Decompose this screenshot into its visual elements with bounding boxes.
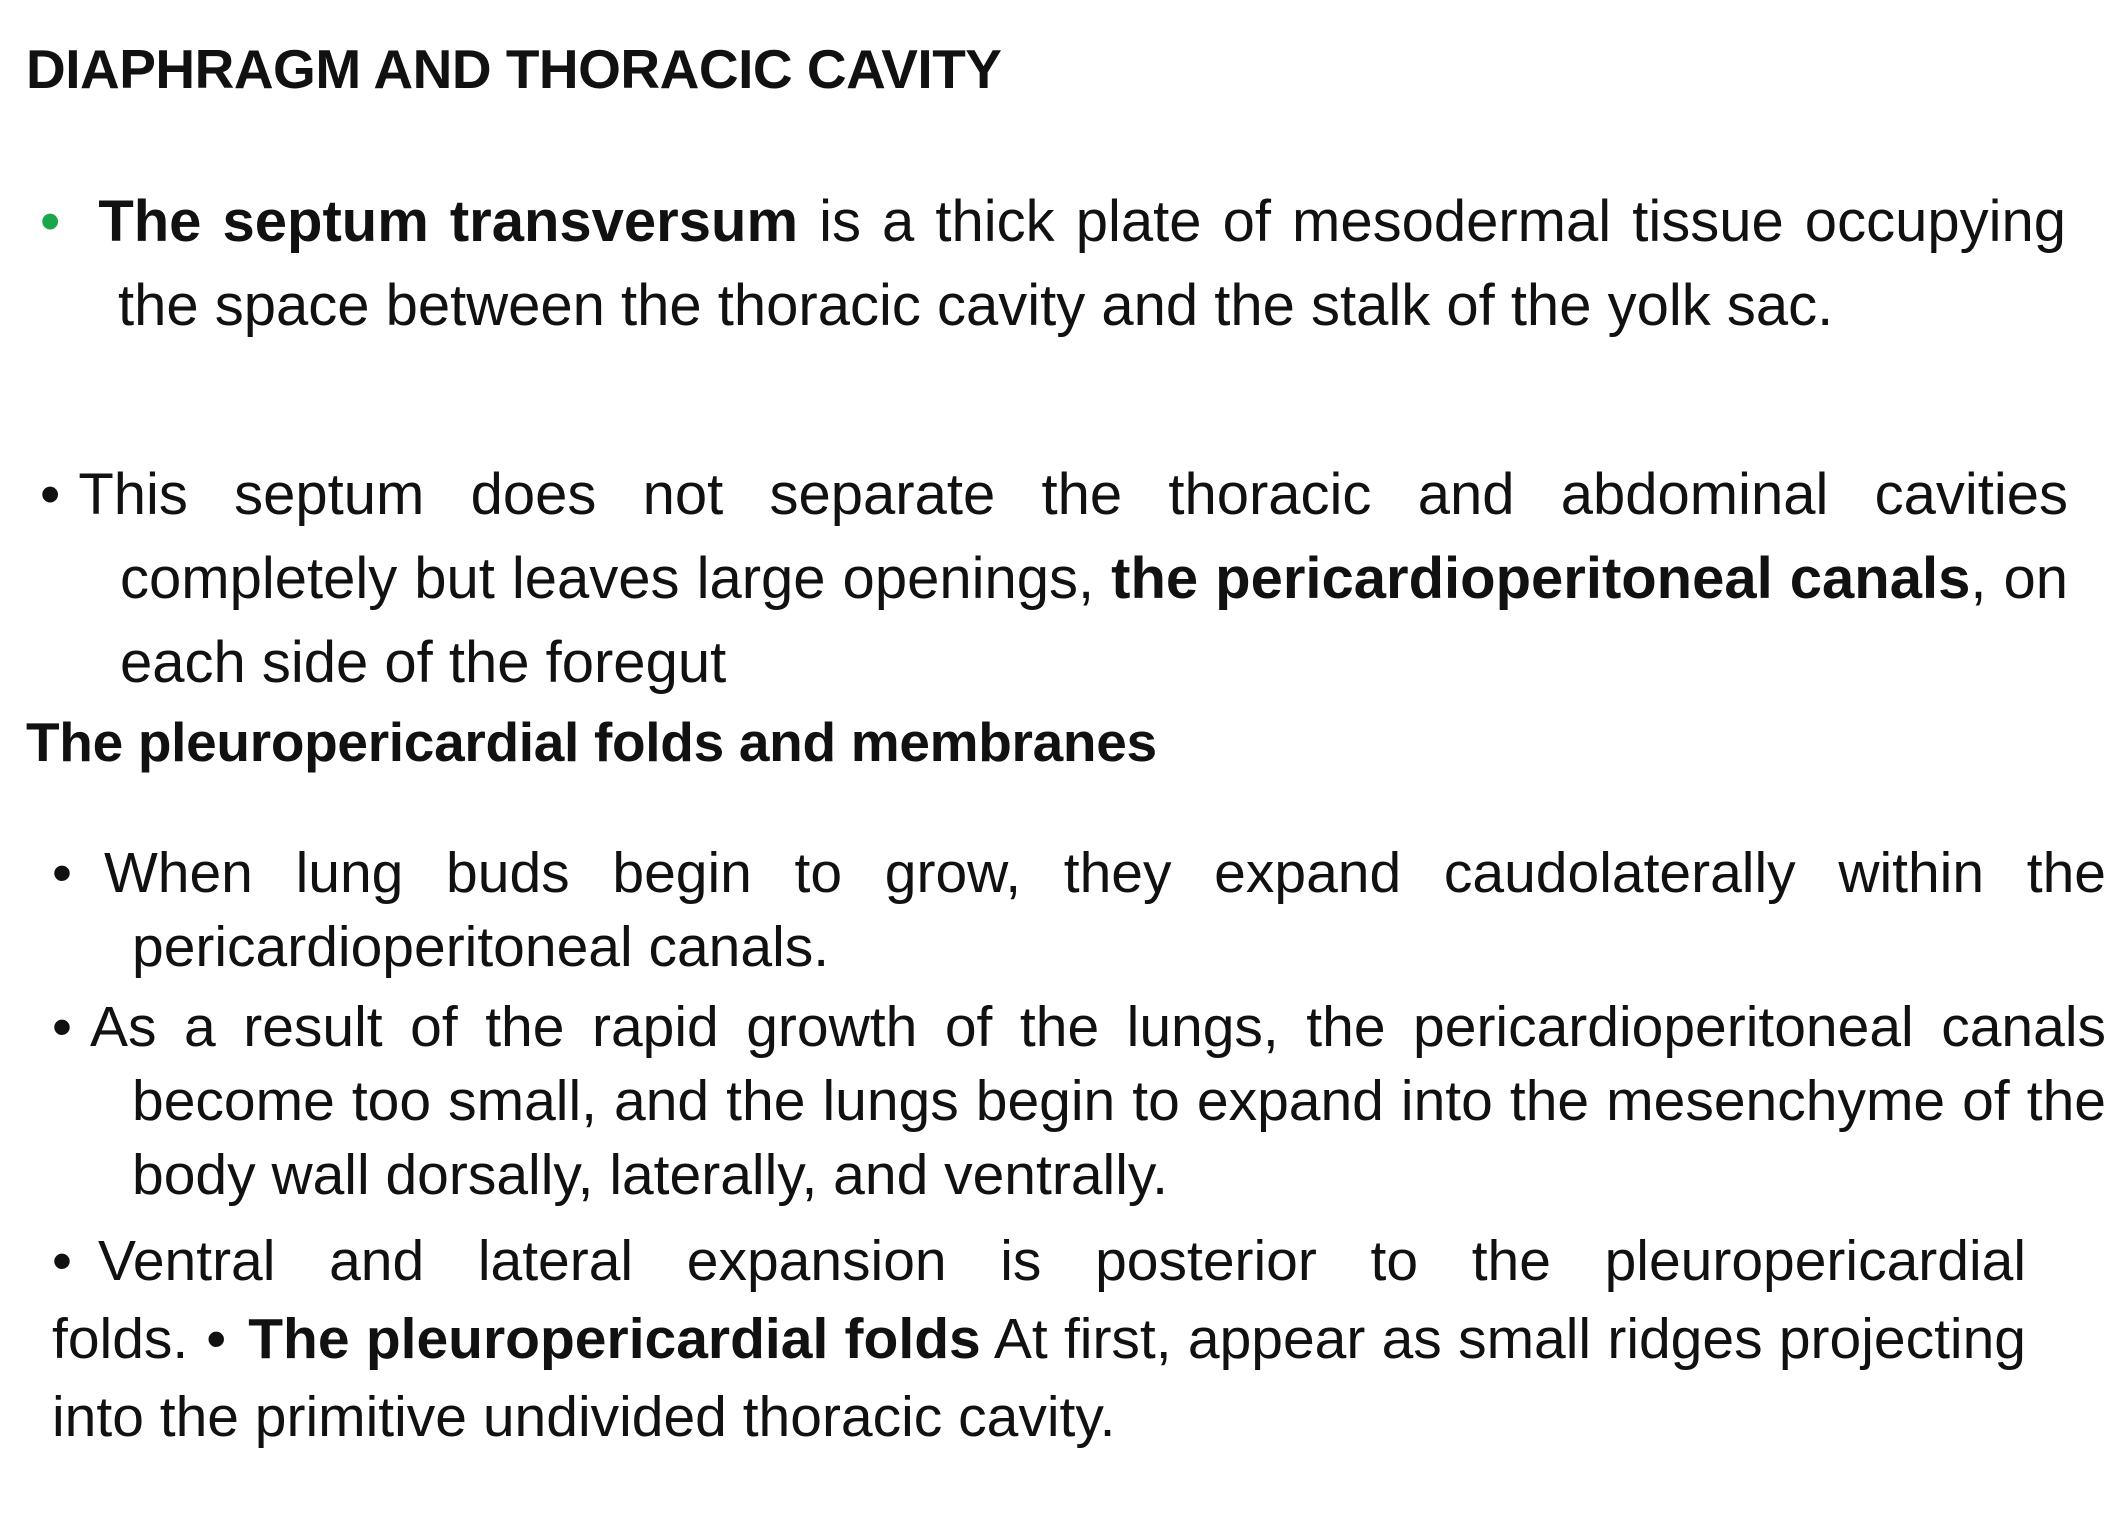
slide-title: DIAPHRAGM AND THORACIC CAVITY [26,38,1002,100]
bullet-text: This septum does not separate the thoracic and abdominal cavities completely but leaves large openings, [78,462,2068,611]
bullet-text: Ventral and lateral expansion is posterior to the pleuropericardial folds. [52,1229,2026,1371]
bullet-lung-buds [52,836,2106,984]
bullet-icon: • [52,1229,72,1293]
bullet-icon: • [52,841,72,905]
bullet-ventral-expansion [52,1222,2026,1456]
bullet-icon: • [40,189,61,254]
term-septum-transversum: The septum transversum [98,189,799,254]
bullet-icon: • [206,1307,227,1371]
term-pericardioperitoneal-canals: the pericardioperitoneal canals [1111,546,1971,611]
bullet-rapid-growth [52,990,2106,1212]
bullet-icon: • [52,995,72,1059]
term-pleuropericardial-folds: The pleuropericardial folds [248,1307,981,1371]
bullet-text: When lung buds begin to grow, they expand caudolaterally within the pericardioperitoneal canals. [103,841,2106,979]
bullet-septum-openings [40,453,2068,705]
bullet-text-tail: , on each side of the foregut [120,546,2068,695]
bullet-text: is a thick plate of mesodermal tissue occupying the space between the thoracic cavity and the stalk of the yolk sac. [118,189,2066,338]
bullet-text-tail: At first, appear as small ridges projecting into the primitive undivided thoracic cavity. [52,1307,2026,1449]
bullet-text: As a result of the rapid growth of the lungs, the pericardioperitoneal canals become too small, and the lungs begin to expand into the mesenchyme of the body wall dorsally, laterally, and ventrally. [89,995,2106,1207]
bullet-icon: • [40,462,61,527]
section-heading: The pleuropericardial folds and membranes [26,711,1157,773]
bullet-septum-transversum [40,180,2066,348]
